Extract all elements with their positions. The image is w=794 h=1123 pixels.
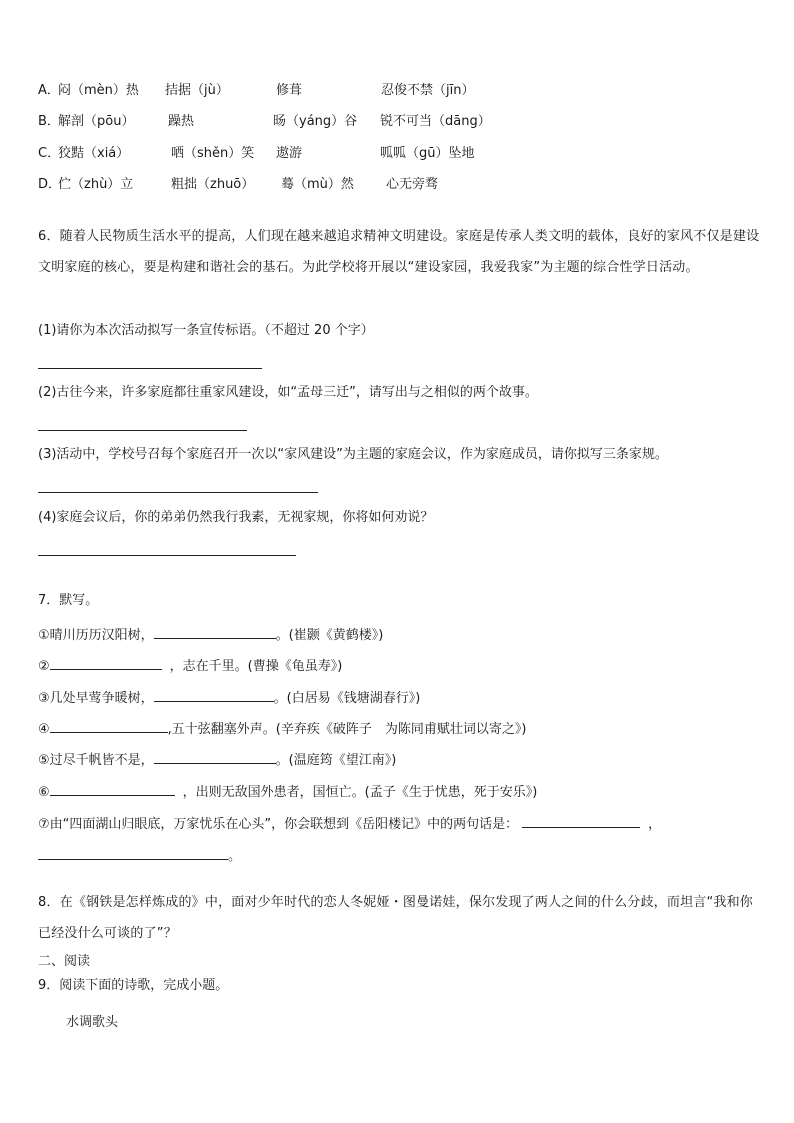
- answer-line-6-2[interactable]: [38, 430, 247, 431]
- dictation-source: ，志在千里。(曹操《龟虽寿》): [169, 659, 343, 674]
- option-item: 忍俊不禁（jīn）: [381, 83, 475, 98]
- dictation-prompt: ⑤过尽千帆皆不是，: [38, 753, 154, 768]
- question-6-sub4: (4)家庭会议后，你的弟弟仍然我行我素，无视家规，你将如何劝说？: [38, 510, 434, 525]
- option-label: C．: [38, 146, 61, 161]
- answer-line-6-1[interactable]: [38, 368, 262, 369]
- question-6-sub2: (2)古往今来，许多家庭都往重家风建设，如“孟母三迁”，请写出与之相似的两个故事。: [38, 385, 538, 400]
- dictation-prompt: ②: [38, 659, 50, 674]
- question-6-sub1: (1)请你为本次活动拟写一条宣传标语。（不超过 20 个字）: [38, 323, 374, 338]
- option-item: 闷（mèn）热: [58, 83, 139, 98]
- option-item: 修葺: [276, 83, 303, 98]
- option-item: 锐不可当（dāng）: [380, 114, 491, 129]
- dictation-prompt: ①晴川历历汉阳树，: [38, 628, 154, 643]
- option-item: 拮据（jù）: [165, 83, 229, 98]
- dictation-source: ,五十弦翻塞外声。(辛弃疾《破阵子 为陈同甫赋壮词以寄之》): [167, 722, 527, 737]
- option-item: 哂（shěn）笑: [171, 146, 255, 161]
- dictation-line-7-cont: [38, 845, 241, 866]
- answer-line-6-3[interactable]: [38, 492, 318, 493]
- dictation-line-6: [38, 781, 537, 802]
- dictation-prompt: ④: [38, 722, 50, 737]
- option-item: 解剖（pōu）: [58, 114, 135, 129]
- dictation-source: ，出则无敌国外患者，国恒亡。(孟子《生于忧患，死于安乐》): [182, 785, 538, 800]
- dictation-prompt: ③几处早莺争暖树，: [38, 691, 154, 706]
- dictation-period: 。: [228, 849, 242, 864]
- dictation-blank[interactable]: [38, 845, 228, 860]
- option-item: 蓦（mù）然: [281, 177, 354, 192]
- option-item: 狡黠（xiá）: [58, 146, 130, 161]
- answer-line-6-4[interactable]: [38, 555, 296, 556]
- option-item: 遨游: [276, 146, 303, 161]
- dictation-line-1: [38, 624, 383, 645]
- option-item: 心无旁骛: [386, 177, 439, 192]
- question-9-text: 9．阅读下面的诗歌，完成小题。: [38, 978, 229, 993]
- dictation-line-7: [38, 813, 661, 834]
- dictation-line-3: [38, 687, 420, 708]
- option-label: A．: [38, 83, 60, 98]
- option-row: [38, 113, 758, 131]
- option-label: D．: [38, 177, 62, 192]
- option-item: 旸（yáng）谷: [273, 114, 358, 129]
- dictation-blank[interactable]: [50, 781, 175, 796]
- dictation-blank[interactable]: [50, 718, 168, 733]
- option-row: [38, 176, 758, 194]
- question-7-title: 7．默写。: [38, 593, 99, 608]
- question-8-text: 8．在《钢铁是怎样炼成的》中，面对少年时代的恋人冬妮娅・图曼诺娃，保尔发现了两人之间的什么分歧，而坦言“我和你已经没什么可谈的了”？: [38, 895, 754, 941]
- dictation-line-2: [38, 655, 342, 676]
- option-item: 粗拙（zhuō）: [171, 177, 255, 192]
- option-item: 躁热: [168, 114, 195, 129]
- question-6-sub3: (3)活动中，学校号召每个家庭召开一次以“家风建设”为主题的家庭会议，作为家庭成员，请你拟写三条家规。: [38, 447, 668, 462]
- section-title: 二、阅读: [38, 954, 91, 969]
- dictation-line-4: [38, 718, 526, 739]
- dictation-comma: ，: [648, 817, 662, 832]
- question-6-text: 6．随着人民物质生活水平的提高，人们现在越来越追求精神文明建设。家庭是传承人类文明的载体，良好的家风不仅是建设文明家庭的核心，要是构建和谐社会的基石。为此学校将开展以“建设家园，我爱我家”为主题的综合性学日活动。: [38, 229, 760, 275]
- dictation-source: 。(白居易《钱塘湖春行》): [273, 691, 421, 706]
- dictation-prompt: ⑥: [38, 785, 50, 800]
- dictation-blank[interactable]: [522, 813, 640, 828]
- dictation-blank[interactable]: [154, 687, 274, 702]
- option-row: [38, 82, 758, 100]
- dictation-blank[interactable]: [154, 749, 276, 764]
- option-item: 呱呱（gū）坠地: [380, 146, 475, 161]
- poem-title: 水调歌头: [66, 1015, 119, 1030]
- dictation-line-5: [38, 749, 396, 770]
- dictation-source: 。(崔颢《黄鹤楼》): [275, 628, 384, 643]
- dictation-blank[interactable]: [154, 624, 276, 639]
- dictation-prompt: ⑦由“四面湖山归眼底，万家忧乐在心头”，你会联想到《岳阳楼记》中的两句话是：: [38, 817, 519, 832]
- dictation-source: 。(温庭筠《望江南》): [275, 753, 397, 768]
- option-label: B．: [38, 114, 60, 129]
- option-row: [38, 145, 758, 163]
- dictation-blank[interactable]: [50, 655, 162, 670]
- option-item: 伫（zhù）立: [58, 177, 134, 192]
